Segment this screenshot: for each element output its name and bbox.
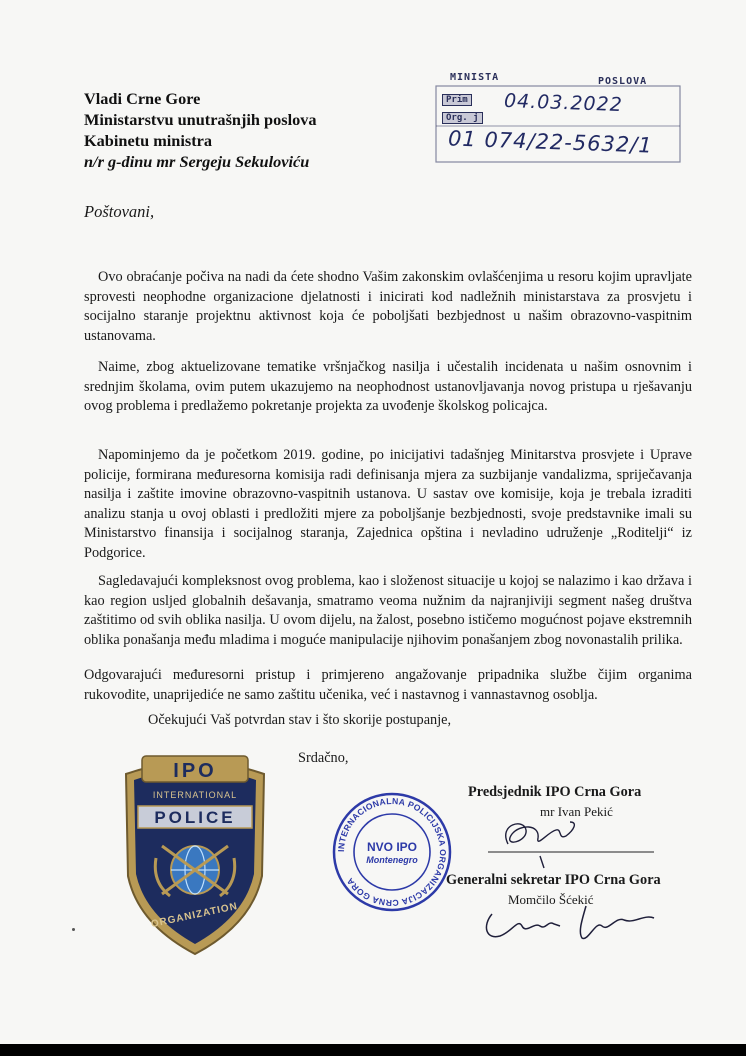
nvo-ipo-seal [328,790,456,914]
signatory-title: Predsjednik IPO Crna Gora [468,784,642,800]
body-paragraph: Napominjemo da je početkom 2019. godine, po inicijativi tadašnjeg Minitarstva prosvjete i Uprave policije, formirana međuresorna komisija radi definisanja mjera za suzbijanje vandalizma, spriječavanja nasilja i zaštite imovine obrazovno-vaspitnih ustanova. U sastav ove komisije, koja je trebala izraditi analizu stanja u ovoj oblasti i predložiti mjere za poboljšanje bezbjednosti, svoje predstavnike imali su Ministarstvo finansija i socijalnog staranja, Zajednica opština i nevladino udruženje „Roditelji“ iz Podgorice. [84,447,692,561]
recipient-line: Vladi Crne Gore [84,89,201,108]
stamp-field-org: Org. j [442,112,483,124]
body-paragraph: Naime, zbog aktuelizovane tematike vršnjačkog nasilja i učestalih incidenata u našim osnovnim i srednjim školama, ovim putem ukazujemo na neophodnost ustanovljavanja novog pristupa u rješavanju ovog problema i predlažemo pokretanje projekta za uvođenje školskog policajca. [84,359,692,414]
logo-arc-top-text: INTERNATIONAL [152,790,238,800]
body-paragraph: Ovo obraćanje počiva na nadi da ćete shodno Vašim zakonskim ovlašćenjima u resoru kojim upravljate sprovesti neophodne organizacione djelatnosti i inicirati kod nadležnih ministarstava za prosvjetu i socijalno staranje projektnu aktivnost koja će poboljšati bezbjednost u našim obrazovno-vaspitnim ustanovama. [84,269,692,344]
logo-top-text: IPO [173,760,217,782]
recipient-line: Kabinetu ministra [84,131,213,150]
logo-arc-bottom-text: ORGANIZATION [150,900,239,931]
seal-ring-text: INTERNACIONALNA POLICIJSKA ORGANIZACIJA CRNA GORA [335,795,449,909]
signatory-name: mr Ivan Pekić [540,804,613,819]
regards: Srdačno, [298,750,349,766]
stamp-header-right: POSLOVA [598,76,648,87]
recipient-address [84,88,317,172]
stamp-header-left: MINISTA [450,72,500,83]
recipient-line: Ministarstvu unutrašnjih poslova [84,110,317,129]
stamp-number: 01 074/22-5632/1 [447,126,654,158]
closing-line: Očekujući Vaš potvrdan stav i što skorije postupanje, [148,712,452,728]
stamp-field-prim: Prim [442,94,472,106]
body-paragraph: Sagledavajući kompleksnost ovog problema, kao i složenost situacije u kojoj se nalazimo i kao država i kao region usljed globalnih dešavanja, smatramo veoma nužnim da najranjiviji segment našeg društva zaštitimo od svih oblika nasilja. U ovom dijelu, na žalost, posebno ističemo mogućnost pojave ekstremnih oblika ponašanja među mladima i moguće manipulacije njihovim ponašanjem zbog novonastalih prilika. [84,573,692,648]
stamp-date: 04.03.2022 [503,89,624,117]
speck [72,928,75,931]
body-paragraph: Odgovarajući međuresorni pristup i primjereno angažovanje pripadnika službe čijim organima rukovodite, unaprijediće ne samo zaštitu učenika, već i nastavnog i vannastavnog osoblja. [84,667,692,703]
signature-secretary [478,896,664,946]
stamp-frame [428,72,684,168]
greeting: Poštovani, [84,202,155,221]
seal-center-subtext: Montenegro [366,855,418,865]
signatory-title: Generalni sekretar IPO Crna Gora [446,872,661,888]
signature-president [478,812,658,870]
recipient-line: n/r g-dinu mr Sergeju Sekuloviću [84,152,310,171]
signatory-name: Momčilo Šćekić [508,892,594,907]
ipo-police-logo [112,746,278,960]
logo-band-text: POLICE [154,808,236,827]
receipt-stamp [428,72,684,168]
seal-center-text: NVO IPO [366,840,418,854]
